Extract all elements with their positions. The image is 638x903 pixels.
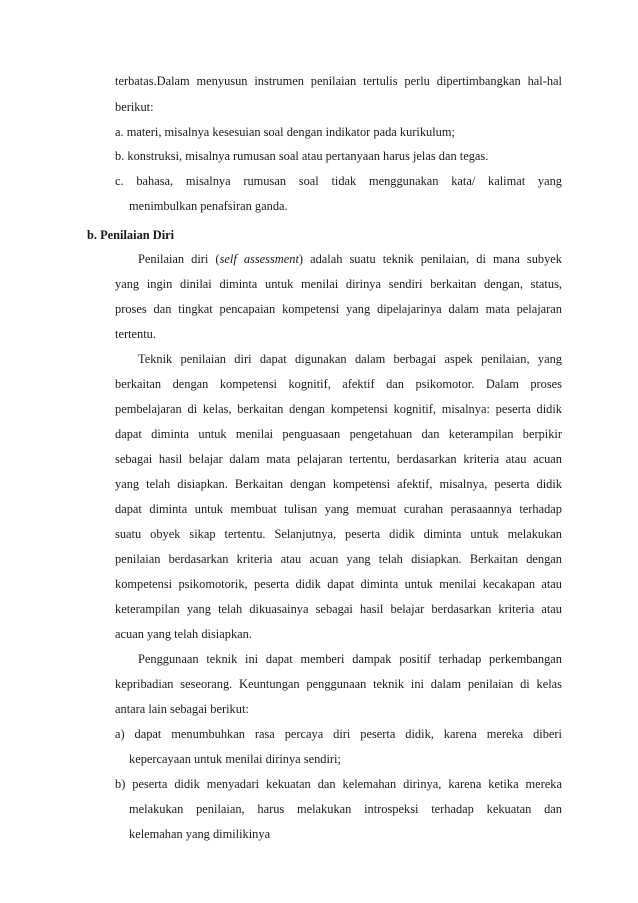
- list-item-b: b. konstruksi, misalnya rumusan soal atau pertanyaan harus jelas dan tegas.: [115, 149, 489, 163]
- paragraph-line: proses dan tingkat pencapaian kompetensi yang dipelajarinya dalam mata pelajaran: [115, 302, 562, 316]
- paragraph-line: tertentu.: [115, 327, 156, 341]
- paragraph-line: berkaitan dengan kompetensi kognitif, afektif dan psikomotor. Dalam proses: [115, 377, 562, 391]
- list-item-a: a) dapat menumbuhkan rasa percaya diri peserta didik, karena mereka diberi: [115, 727, 562, 741]
- list-item-c-continued: menimbulkan penafsiran ganda.: [129, 199, 288, 213]
- text-span: ) adalah suatu teknik penilaian, di mana subyek: [298, 252, 562, 266]
- list-item-c: c. bahasa, misalnya rumusan soal tidak menggunakan kata/ kalimat yang: [115, 174, 562, 188]
- paragraph-line: Teknik penilaian diri dapat digunakan dalam berbagai aspek penilaian, yang: [138, 352, 562, 366]
- paragraph-line: sebagai hasil belajar dalam mata pelajaran tertentu, berdasarkan kriteria atau acuan: [115, 452, 562, 466]
- list-item-b-continued: melakukan penilaian, harus melakukan introspeksi terhadap kekuatan dan: [129, 802, 562, 816]
- list-item-a-continued: kepercayaan untuk menilai dirinya sendiri;: [129, 752, 341, 766]
- section-heading: b. Penilaian Diri: [87, 228, 175, 242]
- paragraph-line: dapat diminta untuk menilai penguasaan pengetahuan dan keterampilan berpikir: [115, 427, 562, 441]
- paragraph-line: suatu obyek sikap tertentu. Selanjutnya, peserta didik diminta untuk melakukan: [115, 527, 562, 541]
- paragraph-line: dapat diminta untuk membuat tulisan yang memuat curahan perasaannya terhadap: [115, 502, 562, 516]
- emphasis-text: self assessment: [219, 252, 299, 266]
- text-line: berikut:: [115, 100, 154, 114]
- paragraph-line: keterampilan yang telah dikuasainya sebagai hasil belajar berdasarkan kriteria atau: [115, 602, 562, 616]
- paragraph-line: Penggunaan teknik ini dapat memberi dampak positif terhadap perkembangan: [138, 652, 562, 666]
- text-span: Penilaian diri (: [138, 252, 220, 266]
- text-line: terbatas.Dalam menyusun instrumen penilaian tertulis perlu dipertimbangkan hal-hal: [115, 74, 562, 88]
- paragraph-line: [138, 251, 562, 267]
- paragraph-line: pembelajaran di kelas, berkaitan dengan kompetensi kognitif, misalnya: peserta didik: [115, 402, 562, 416]
- list-item-a: a. materi, misalnya kesesuian soal dengan indikator pada kurikulum;: [115, 125, 455, 139]
- paragraph-line: antara lain sebagai berikut:: [115, 702, 249, 716]
- paragraph-line: yang telah disiapkan. Berkaitan dengan kompetensi afektif, misalnya, peserta didik: [115, 477, 562, 491]
- paragraph-line: kepribadian seseorang. Keuntungan penggunaan teknik ini dalam penilaian di kelas: [115, 677, 562, 691]
- paragraph-line: acuan yang telah disiapkan.: [115, 627, 252, 641]
- list-item-b: b) peserta didik menyadari kekuatan dan kelemahan dirinya, karena ketika mereka: [115, 777, 562, 791]
- paragraph-line: yang ingin dinilai diminta untuk menilai dirinya sendiri berkaitan dengan, status,: [115, 277, 562, 291]
- paragraph-line: penilaian berdasarkan kriteria atau acuan yang telah disiapkan. Berkaitan dengan: [115, 552, 562, 566]
- list-item-b-continued: kelemahan yang dimilikinya: [129, 827, 271, 841]
- paragraph-line: kompetensi psikomotorik, peserta didik dapat diminta untuk menilai kecakapan atau: [115, 577, 562, 591]
